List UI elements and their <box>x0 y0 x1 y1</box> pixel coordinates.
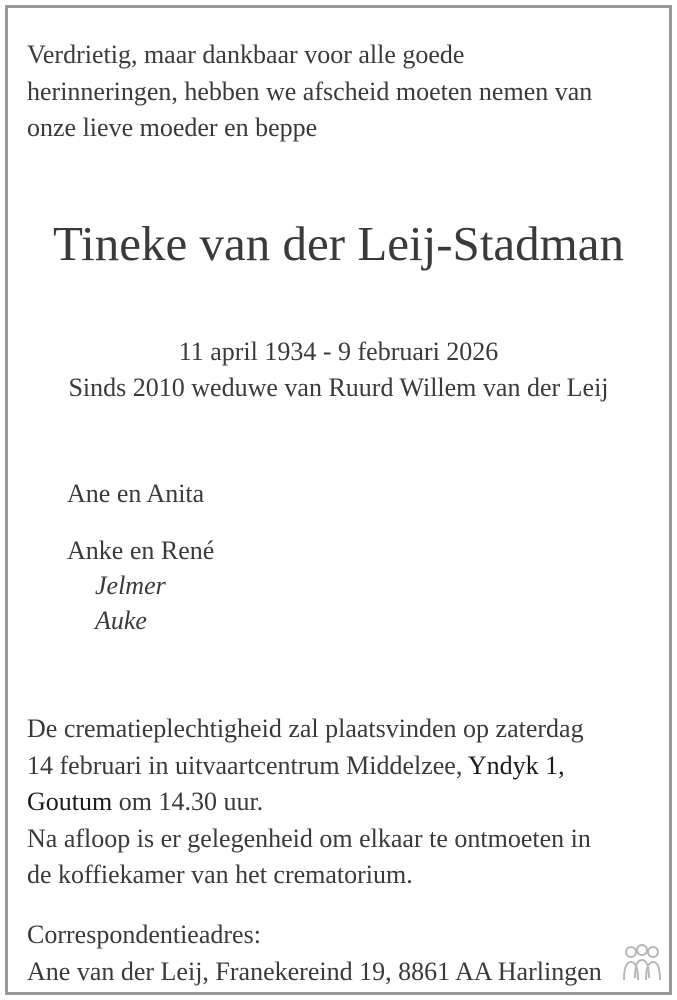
people-group-icon <box>619 944 665 984</box>
service-time: om 14.30 uur. <box>112 787 264 816</box>
correspondence-label: Correspondentieadres: <box>27 920 261 949</box>
intro-line: herinneringen, hebben we afscheid moeten nemen van <box>27 76 593 106</box>
service-place: Goutum <box>27 787 113 816</box>
life-dates: 11 april 1934 - 9 februari 2026 <box>178 337 499 366</box>
service-line: Na afloop is er gelegenheid om elkaar te ontmoeten in <box>27 823 591 853</box>
intro-line: Verdrietig, maar dankbaar voor alle goede <box>27 40 465 69</box>
grandchild-name: Auke <box>95 606 147 635</box>
intro-line: onze lieve moeder en beppe <box>27 113 318 142</box>
service-address: Yndyk 1, <box>467 750 565 780</box>
correspondence <box>27 917 602 990</box>
family-couple-1: Ane en Anita <box>67 479 205 508</box>
notice-frame <box>5 5 672 995</box>
life-details <box>8 334 669 406</box>
service-line <box>27 784 591 821</box>
service-line <box>27 748 591 785</box>
deceased-name: Tineke van der Leij-Stadman <box>52 216 625 271</box>
correspondence-address: Ane van der Leij, Franekereind 19, 8861 AA Harlingen <box>27 956 602 986</box>
service-line-part: 14 februari in uitvaartcentrum Middelzee, <box>27 750 468 780</box>
service-details <box>27 711 591 894</box>
service-line: de koffiekamer van het crematorium. <box>27 860 413 889</box>
grandchild-name: Jelmer <box>95 571 166 600</box>
family-list <box>67 476 214 638</box>
service-line: De crematieplechtigheid zal plaatsvinden op zaterdag <box>27 714 584 743</box>
family-couple-2: Anke en René <box>67 536 215 565</box>
intro-text <box>27 37 592 147</box>
widow-of: Sinds 2010 weduwe van Ruurd Willem van der Leij <box>68 373 609 402</box>
